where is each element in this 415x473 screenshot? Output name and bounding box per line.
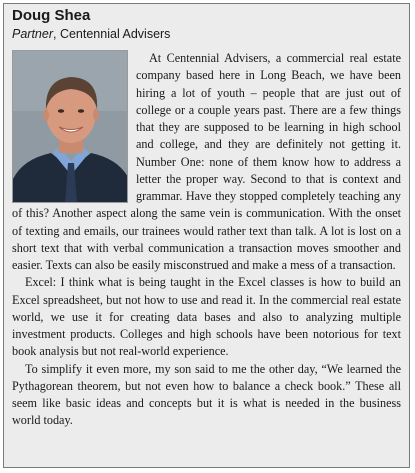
person-company: Centennial Advisers <box>59 27 171 41</box>
photo-space <box>12 50 128 201</box>
person-role <box>12 27 170 42</box>
paragraph-3: To simplify it even more, my son said to me the other day, “We learned the Pythagorean theorem, but not even how to balance a check book.” These all seem like basic ideas and concepts but it is what is needed in the business world today. <box>12 361 401 428</box>
role-separator: , <box>53 27 60 41</box>
article-body <box>12 50 401 430</box>
paragraph-1: At Centennial Advisers, a commercial real estate company based here in Long Beach, we have been hiring a lot of youth – people that are just out of college or a couple years past. There are a few things that they are supposed to be learning in high school and college, and they are definitely not getting it. Number One: none of them know how to address a letter the proper way. Second to that is context and grammar. Have they stopped completely teaching any of this? Another aspect along the same vein is communication. With the onset of texting and emails, our trainees would rather text than talk. A lot is lost on a short text that with verbal communication a transaction moves smoother and easier. Texts can also be easily misconstrued and make a mess of a transaction. <box>12 51 401 272</box>
person-title: Partner <box>12 27 53 41</box>
person-name: Doug Shea <box>12 7 91 24</box>
paragraph-2: Excel: I think what is being taught in the Excel classes is how to build an Excel spreadsheet, but not how to use and read it. In the commercial real estate world, we use it for creating data bases and also to analyzing multiple investment products. Colleges and high schools have been notorious for text book analysis but not real-world experience. <box>12 275 401 359</box>
profile-card <box>3 3 410 468</box>
